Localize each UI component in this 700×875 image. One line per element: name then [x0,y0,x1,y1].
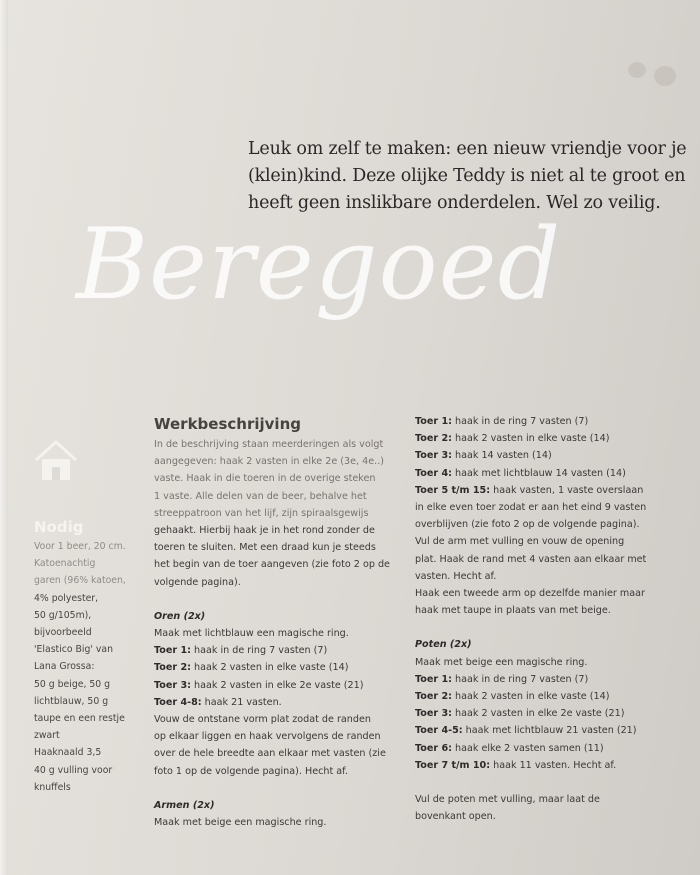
text-line: in elke even toer zodat er aan het eind 9 vasten [415,502,647,514]
intro-line: Leuk om zelf te maken: een nieuw vriendje voor je [248,139,687,159]
text-line: Maak met beige een magische ring. [154,817,327,829]
column-left [154,413,404,831]
list-item: garen (96% katoen, [34,575,126,587]
text-line: Vouw de ontstane vorm plat zodat de randen [154,714,371,726]
text-line: streeppatroon van het lijf, zijn spiraalsgewijs [154,507,369,519]
text-line: vasten. Hecht af. [415,570,497,582]
text-line: volgende pagina). [154,576,241,588]
text-line: op elkaar liggen en haak vervolgens de randen [154,731,381,743]
column-right [415,413,675,825]
text-line: Haak een tweede arm op dezelfde manier maar [415,588,645,600]
step-row: Toer 2: haak 2 vasten in elke vaste (14) [154,662,349,674]
text-line: het begin van de toer aangeven (zie foto 2 op de [154,559,390,571]
text-line: gehaakt. Hierbij haak je in het rond zonder de [154,525,375,537]
list-item: Voor 1 beer, 20 cm. [34,541,126,552]
list-item: lichtblauw, 50 g [34,695,109,707]
text-line: aangegeven: haak 2 vasten in elke 2e (3e, 4e..) [154,456,384,468]
list-item: 4% polyester, [34,592,99,604]
subsection-title: Oren (2x) [154,610,206,622]
step-row: Toer 5 t/m 15: haak vasten, 1 vaste overslaan [415,484,644,496]
intro-text [248,136,687,217]
text-line: bovenkant open. [415,811,496,823]
list-item: Haaknaald 3,5 [34,747,102,759]
text-line: Maak met lichtblauw een magische ring. [154,628,349,640]
step-row: Toer 3: haak 2 vasten in elke 2e vaste (21) [154,679,364,691]
list-item: Katoenachtig [34,558,96,570]
step-row: Toer 7 t/m 10: haak 11 vasten. Hecht af. [415,759,617,771]
text-line: In de beschrijving staan meerderingen als volgt [154,439,384,450]
step-row: Toer 2: haak 2 vasten in elke vaste (14) [415,433,610,445]
step-row: Toer 6: haak elke 2 vasten samen (11) [415,742,604,754]
step-row: Toer 4-5: haak met lichtblauw 21 vasten (21) [415,725,637,737]
step-row: Toer 3: haak 14 vasten (14) [415,450,552,462]
list-item: 40 g vulling voor [34,764,113,776]
nodig-title: Nodig [34,518,84,536]
page-title: Beregoed [76,208,562,322]
step-row: Toer 1: haak in de ring 7 vasten (7) [415,416,589,427]
materials-list [34,538,149,796]
step-row: Toer 1: haak in de ring 7 vasten (7) [415,673,589,685]
page-edge [0,0,8,875]
intro-line: (klein)kind. Deze olijke Teddy is niet al te groot en [248,166,686,186]
text-line: Vul de arm met vulling en vouw de opening [415,536,625,548]
text-line: 1 vaste. Alle delen van de beer, behalve het [154,490,367,502]
text-line: plat. Haak de rand met 4 vasten aan elkaar met [415,553,647,565]
step-row: Toer 1: haak in de ring 7 vasten (7) [154,645,328,657]
step-row: Toer 4-8: haak 21 vasten. [154,696,282,708]
list-item: 50 g/105m), [34,609,92,621]
list-item: 50 g beige, 50 g [34,678,111,690]
text-line: Maak met beige een magische ring. [415,656,588,668]
text-line: foto 1 op de volgende pagina). Hecht af. [154,765,348,777]
subsection-title: Poten (2x) [415,639,472,651]
list-item: bijvoorbeeld [34,627,92,639]
list-item: Lana Grossa: [34,661,95,673]
text-line: Vul de poten met vulling, maar laat de [415,794,600,806]
stain [628,62,646,78]
section-title: Werkbeschrijving [154,415,301,433]
list-item: 'Elastico Big' van [34,644,114,656]
step-row: Toer 3: haak 2 vasten in elke 2e vaste (21) [415,708,625,720]
intro-line: heeft geen inslikbare onderdelen. Wel zo veilig. [248,193,661,213]
step-row: Toer 2: haak 2 vasten in elke vaste (14) [415,691,610,703]
stain [654,66,676,86]
text-line: toeren te sluiten. Met een draad kun je steeds [154,542,376,554]
text-line: vaste. Haak in die toeren in de overige steken [154,473,376,485]
text-line: over de hele breedte aan elkaar met vasten (zie [154,748,386,760]
list-item: knuffels [34,781,71,793]
text-line: overblijven (zie foto 2 op de volgende pagina). [415,519,640,531]
list-item: zwart [34,730,60,742]
text-line: haak met taupe in plaats van met beige. [415,605,611,617]
subsection-title: Armen (2x) [154,799,215,811]
step-row: Toer 4: haak met lichtblauw 14 vasten (14) [415,467,626,479]
list-item: taupe en een restje [34,713,125,725]
house-icon [32,436,80,484]
